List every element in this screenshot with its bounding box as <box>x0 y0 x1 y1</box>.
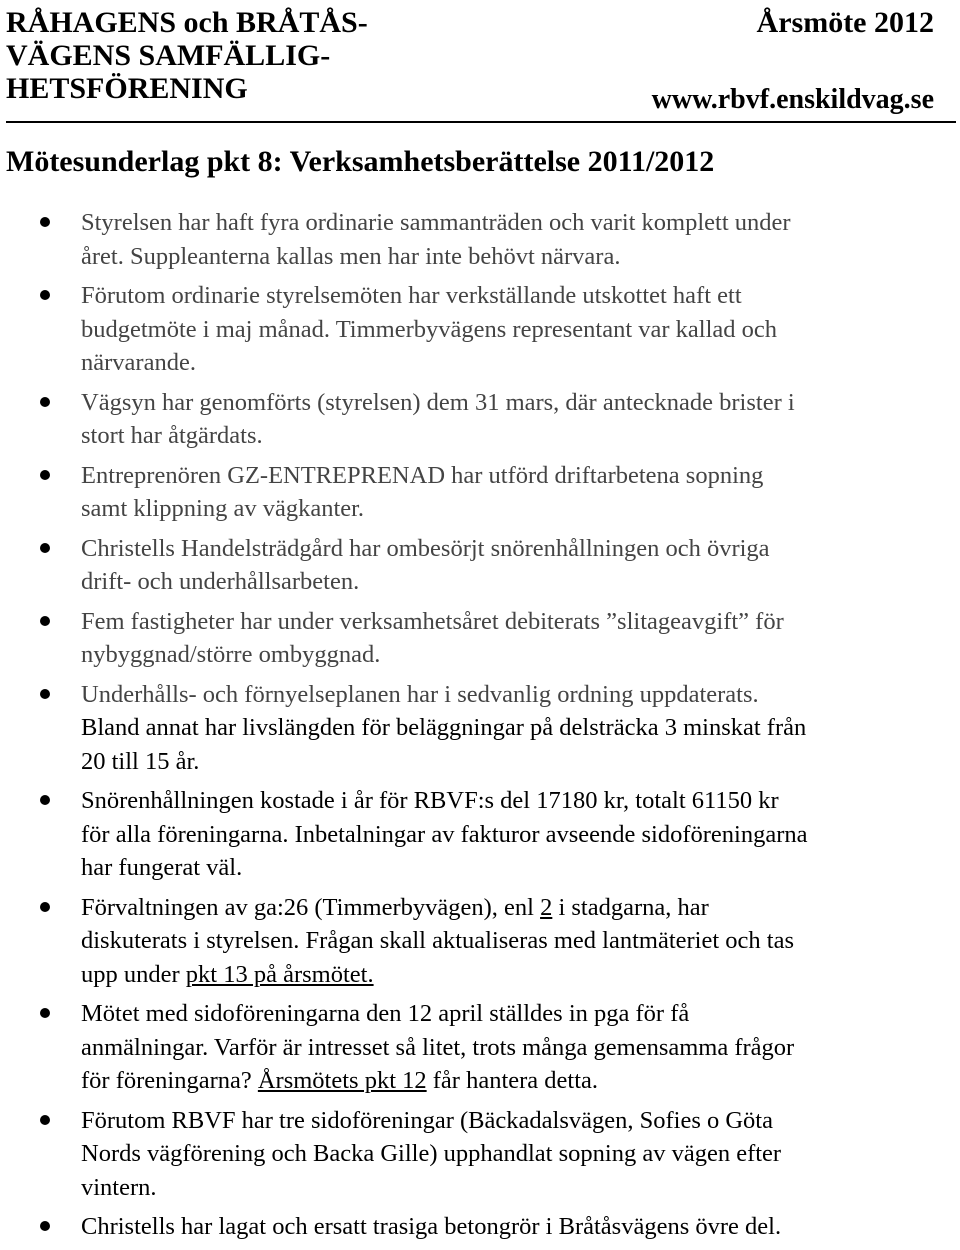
bullet-icon <box>40 543 50 553</box>
list-item <box>0 1104 960 1205</box>
bullet-icon <box>40 1115 50 1125</box>
document-header <box>6 0 956 123</box>
list-item <box>0 206 960 273</box>
list-item <box>0 891 960 992</box>
website-address: www.rbvf.enskildvag.se <box>651 84 934 115</box>
list-item <box>0 386 960 453</box>
bullet-icon <box>40 290 50 300</box>
bullet-icon <box>40 689 50 699</box>
item-text: Förutom RBVF har tre sidoföreningar (Bäckadalsvägen, Sofies o Göta Nords vägförening och Backa Gille) upphandlat sopning av vägen efter vintern. <box>81 1106 782 1201</box>
bullet-icon <box>40 470 50 480</box>
org-name-line-1: RÅHAGENS och BRÅTÅS- <box>6 6 368 39</box>
item-text: Entreprenören GZ-ENTREPRENAD har utförd driftarbetena sopning samt klippning av vägkanter. <box>81 461 764 522</box>
bullet-icon <box>40 217 50 227</box>
agenda-reference-link: pkt 13 på årsmötet. <box>185 960 374 988</box>
item-text: Styrelsen har haft fyra ordinarie sammanträden och varit komplett under året. Suppleanterna kallas men har inte behövt närvara. <box>81 209 791 270</box>
bullet-icon <box>40 795 50 805</box>
item-text: Snörenhållningen kostade i år för RBVF:s del 17180 kr, totalt 61150 kr för alla föreningarna. Inbetalningar av fakturor avseende sidoföreningarna har fungerat väl. <box>81 787 808 881</box>
meeting-title: Årsmöte 2012 <box>756 6 934 39</box>
bullet-icon <box>40 397 50 407</box>
paragraph-reference: 2 <box>540 893 553 921</box>
header-divider <box>6 121 956 123</box>
bullet-icon <box>40 1221 50 1231</box>
bullet-icon <box>40 902 50 912</box>
item-text: Christells Handelsträdgård har ombesörjt snörenhållningen och övriga drift- och underhållsarbeten. <box>81 534 770 595</box>
list-item <box>0 605 960 672</box>
item-text: Mötet med sidoföreningarna den 12 april ställdes in pga för få anmälningar. Varför är intresset så litet, trots många gemensamma frågor för föreningarna? Årsmötets pkt 12 får hantera detta. <box>81 1000 795 1094</box>
list-item <box>0 532 960 599</box>
item-text: Förutom ordinarie styrelsemöten har verkställande utskottet haft ett budgetmöte i maj månad. Timmerbyvägens representant var kallad och närvarande. <box>81 282 778 376</box>
list-item <box>0 459 960 526</box>
list-item <box>0 784 960 885</box>
item-text: Christells har lagat och ersatt trasiga betongrör i Bråtåsvägens övre del. <box>81 1213 782 1240</box>
item-text: Fem fastigheter har under verksamhetsåret debiterats ”slitageavgift” för nybyggnad/större ombyggnad. <box>81 607 784 668</box>
org-name-line-2: VÄGENS SAMFÄLLIG- <box>6 39 331 72</box>
list-item <box>0 997 960 1098</box>
report-bullet-list <box>0 206 960 1250</box>
list-item <box>0 678 960 779</box>
item-text: Förvaltningen av ga:26 (Timmerbyvägen), enl 2 i stadgarna, har diskuterats i styrelsen. Frågan skall aktualiseras med lantmäteriet och tas upp under pkt 13 på årsmötet. <box>81 893 795 988</box>
list-item <box>0 279 960 380</box>
document-title: Mötesunderlag pkt 8: Verksamhetsberättelse 2011/2012 <box>6 145 715 178</box>
organization-name <box>6 6 486 105</box>
item-text: Underhålls- och förnyelseplanen har i sedvanlig ordning uppdaterats. Bland annat har livslängden för beläggningar på delsträcka 3 minskat från 20 till 15 år. <box>81 680 807 775</box>
bullet-icon <box>40 616 50 626</box>
list-item <box>0 1210 960 1244</box>
agenda-reference-link: Årsmötets pkt 12 <box>257 1067 427 1094</box>
org-name-line-3: HETSFÖRENING <box>6 72 248 105</box>
bullet-icon <box>40 1008 50 1018</box>
item-text: Vägsyn har genomförts (styrelsen) dem 31 mars, där antecknade brister i stort har åtgärdats. <box>81 388 795 449</box>
